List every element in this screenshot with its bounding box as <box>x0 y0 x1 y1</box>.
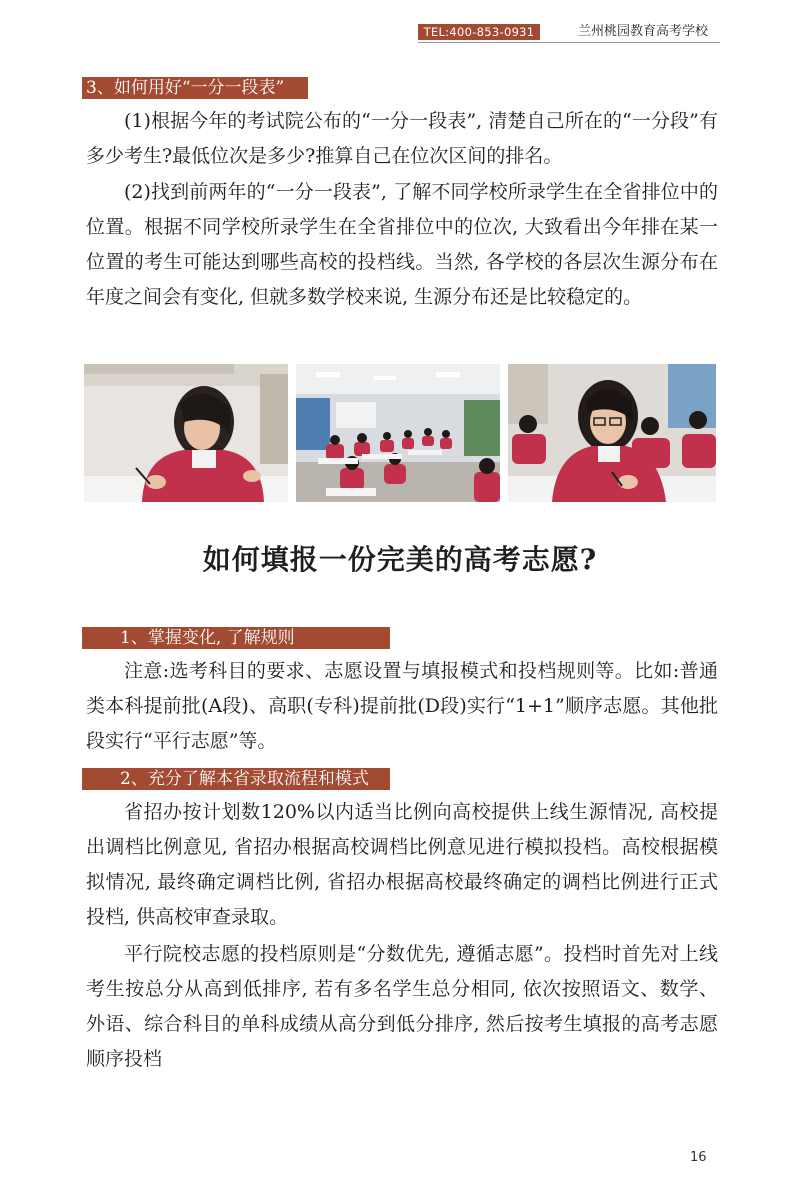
photo-classroom-image <box>296 364 500 502</box>
photo-student-writing-image <box>84 364 288 502</box>
page-number: 16 <box>690 1150 707 1165</box>
header-rule <box>418 42 720 43</box>
section-3-paragraph-1: (1)根据今年的考试院公布的“一分一段表”, 清楚自己所在的“一分段”有多少考生?最低位次是多少?推算自己在位次区间的排名。 <box>86 110 718 167</box>
photo-strip <box>84 364 716 502</box>
photo-student-writing <box>84 364 288 502</box>
tel-badge: TEL:400-853-0931 <box>418 24 540 40</box>
page-header <box>0 22 800 42</box>
photo-student-glasses <box>508 364 716 502</box>
photo-student-glasses-image <box>508 364 716 502</box>
topic-1-heading: 1、掌握变化, 了解规则 <box>82 627 390 649</box>
topic-2-paragraph-1: 省招办按计划数120%以内适当比例向高校提供上线生源情况, 高校提出调档比例意见, 省招办根据高校调档比例意见进行模拟投档。高校根据模拟情况, 最终确定调档比例, 省招办根据高校最终确定的调档比例进行正式投档, 供高校审查录取。 <box>86 801 718 928</box>
photo-classroom <box>296 364 500 502</box>
section-3-heading: 3、如何用好“一分一段表” <box>82 77 308 99</box>
topic-1-paragraph-1: 注意:选考科目的要求、志愿设置与填报模式和投档规则等。比如:普通类本科提前批(A段)、高职(专科)提前批(D段)实行“1+1”顺序志愿。其他批段实行“平行志愿”等。 <box>86 660 718 752</box>
topic-2-paragraph-2: 平行院校志愿的投档原则是“分数优先, 遵循志愿”。投档时首先对上线考生按总分从高到低排序, 若有多名学生总分相同, 依次按照语文、数学、外语、综合科目的单科成绩从高分到低分排序, 然后按考生填报的高考志愿顺序投档 <box>86 943 718 1070</box>
main-title: 如何填报一份完美的高考志愿? <box>202 543 598 576</box>
school-name: 兰州桃园教育高考学校 <box>578 24 709 39</box>
topic-2-heading: 2、充分了解本省录取流程和模式 <box>82 768 390 790</box>
section-3-paragraph-2: (2)找到前两年的“一分一段表”, 了解不同学校所录学生在全省排位中的位置。根据不同学校所录学生在全省排位中的位次, 大致看出今年排在某一位置的考生可能达到哪些高校的投档线。当然, 各学校的各层次生源分布在年度之间会有变化, 但就多数学校来说, 生源分布还是比较稳定的。 <box>86 181 718 308</box>
